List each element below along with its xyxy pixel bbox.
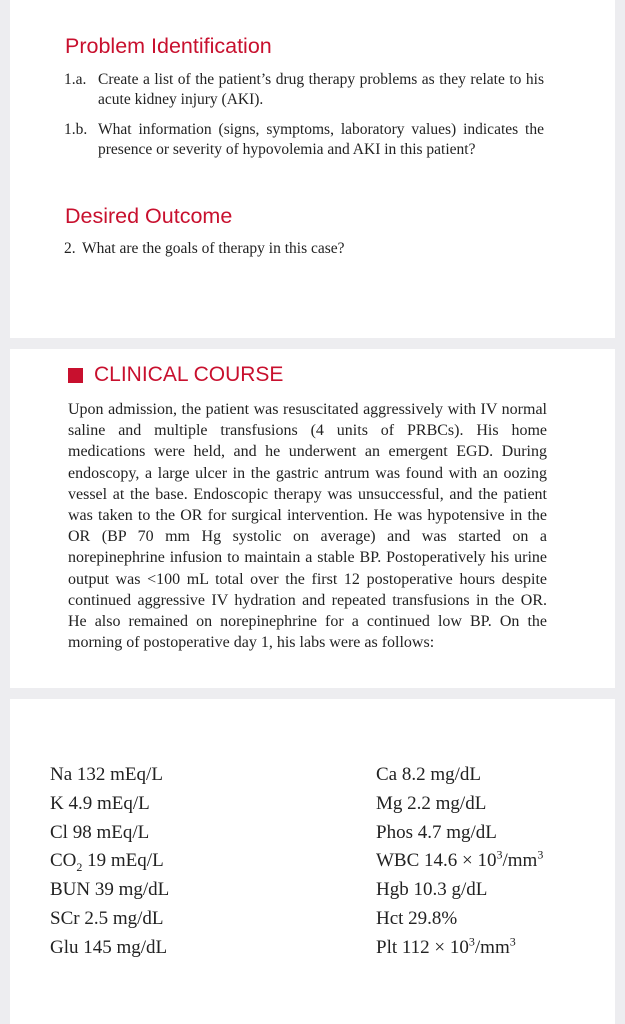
clinical-course-card bbox=[10, 349, 615, 688]
question-number: 1.a. bbox=[64, 71, 87, 88]
lab-value-glu: Glu 145 mg/dL bbox=[50, 936, 168, 958]
lab-value-na: Na 132 mEq/L bbox=[50, 764, 163, 785]
clinical-course-paragraph: Upon admission, the patient was resuscitated aggressively with IV normal saline and multiple transfusions (4 units of PRBCs). His home medications were held, and he underwent an emergent EGD. During endoscopy, a large ulcer in the gastric antrum was found with an oozing vessel at the base. Endoscopic therapy was unsuccessful, and the patient was taken to the OR for surgical intervention. He was hypotensive in the OR (BP 70 mm Hg systolic on average) and was started on a norepinephrine infusion to maintain a stable BP. Postoperatively his urine output was <100 mL total over the first 12 postoperative hours despite continued aggressive IV hydration and repeated transfusions in the OR. He also remained on norepinephrine for a continued low BP. On the morning of postoperative day 1, his labs were as follows: bbox=[68, 401, 547, 652]
clinical-course-heading: CLINICAL COURSE bbox=[94, 363, 284, 386]
lab-value-scr: SCr 2.5 mg/dL bbox=[50, 907, 164, 929]
lab-value-mg: Mg 2.2 mg/dL bbox=[376, 792, 487, 814]
problem-identification-heading: Problem Identification bbox=[65, 34, 272, 58]
lab-value-phos: Phos 4.7 mg/dL bbox=[376, 821, 497, 843]
lab-value-wbc: WBC $14.6 \times 10^3/mm^3$ bbox=[376, 848, 544, 872]
lab-value-hct: Hct 29.8% bbox=[376, 907, 458, 929]
red-square-bullet-icon bbox=[68, 368, 83, 383]
lab-value-co2: $CO_2$ 19 mEq/L bbox=[50, 850, 164, 875]
problem-card bbox=[10, 0, 615, 338]
question-number: 2. bbox=[64, 240, 76, 257]
lab-value-plt: Plt $112 \times 10^3/mm^3$ bbox=[376, 934, 516, 958]
labs-card bbox=[10, 699, 615, 1024]
labs-left-column bbox=[50, 761, 169, 963]
question-number: 1.b. bbox=[64, 121, 88, 138]
clinical-course-header bbox=[68, 363, 283, 387]
question-text: Create a list of the patient’s drug therapy problems as they relate to his acute kidney injury (AKI). bbox=[98, 71, 544, 108]
lab-value-hgb: Hgb 10.3 g/dL bbox=[376, 879, 488, 901]
question-text: What information (signs, symptoms, laboratory values) indicates the presence or severity of hypovolemia and AKI in this patient? bbox=[98, 121, 544, 158]
lab-value-ca: Ca 8.2 mg/dL bbox=[376, 764, 482, 785]
question-1b bbox=[64, 120, 544, 160]
labs-right-column bbox=[376, 761, 543, 963]
question-1a bbox=[64, 70, 544, 110]
lab-value-bun: BUN 39 mg/dL bbox=[50, 879, 170, 901]
question-2 bbox=[64, 239, 544, 259]
desired-outcome-heading: Desired Outcome bbox=[65, 204, 233, 228]
lab-value-cl: Cl 98 mEq/L bbox=[50, 821, 150, 843]
question-text: What are the goals of therapy in this case? bbox=[82, 240, 345, 257]
lab-value-k: K 4.9 mEq/L bbox=[50, 792, 150, 814]
